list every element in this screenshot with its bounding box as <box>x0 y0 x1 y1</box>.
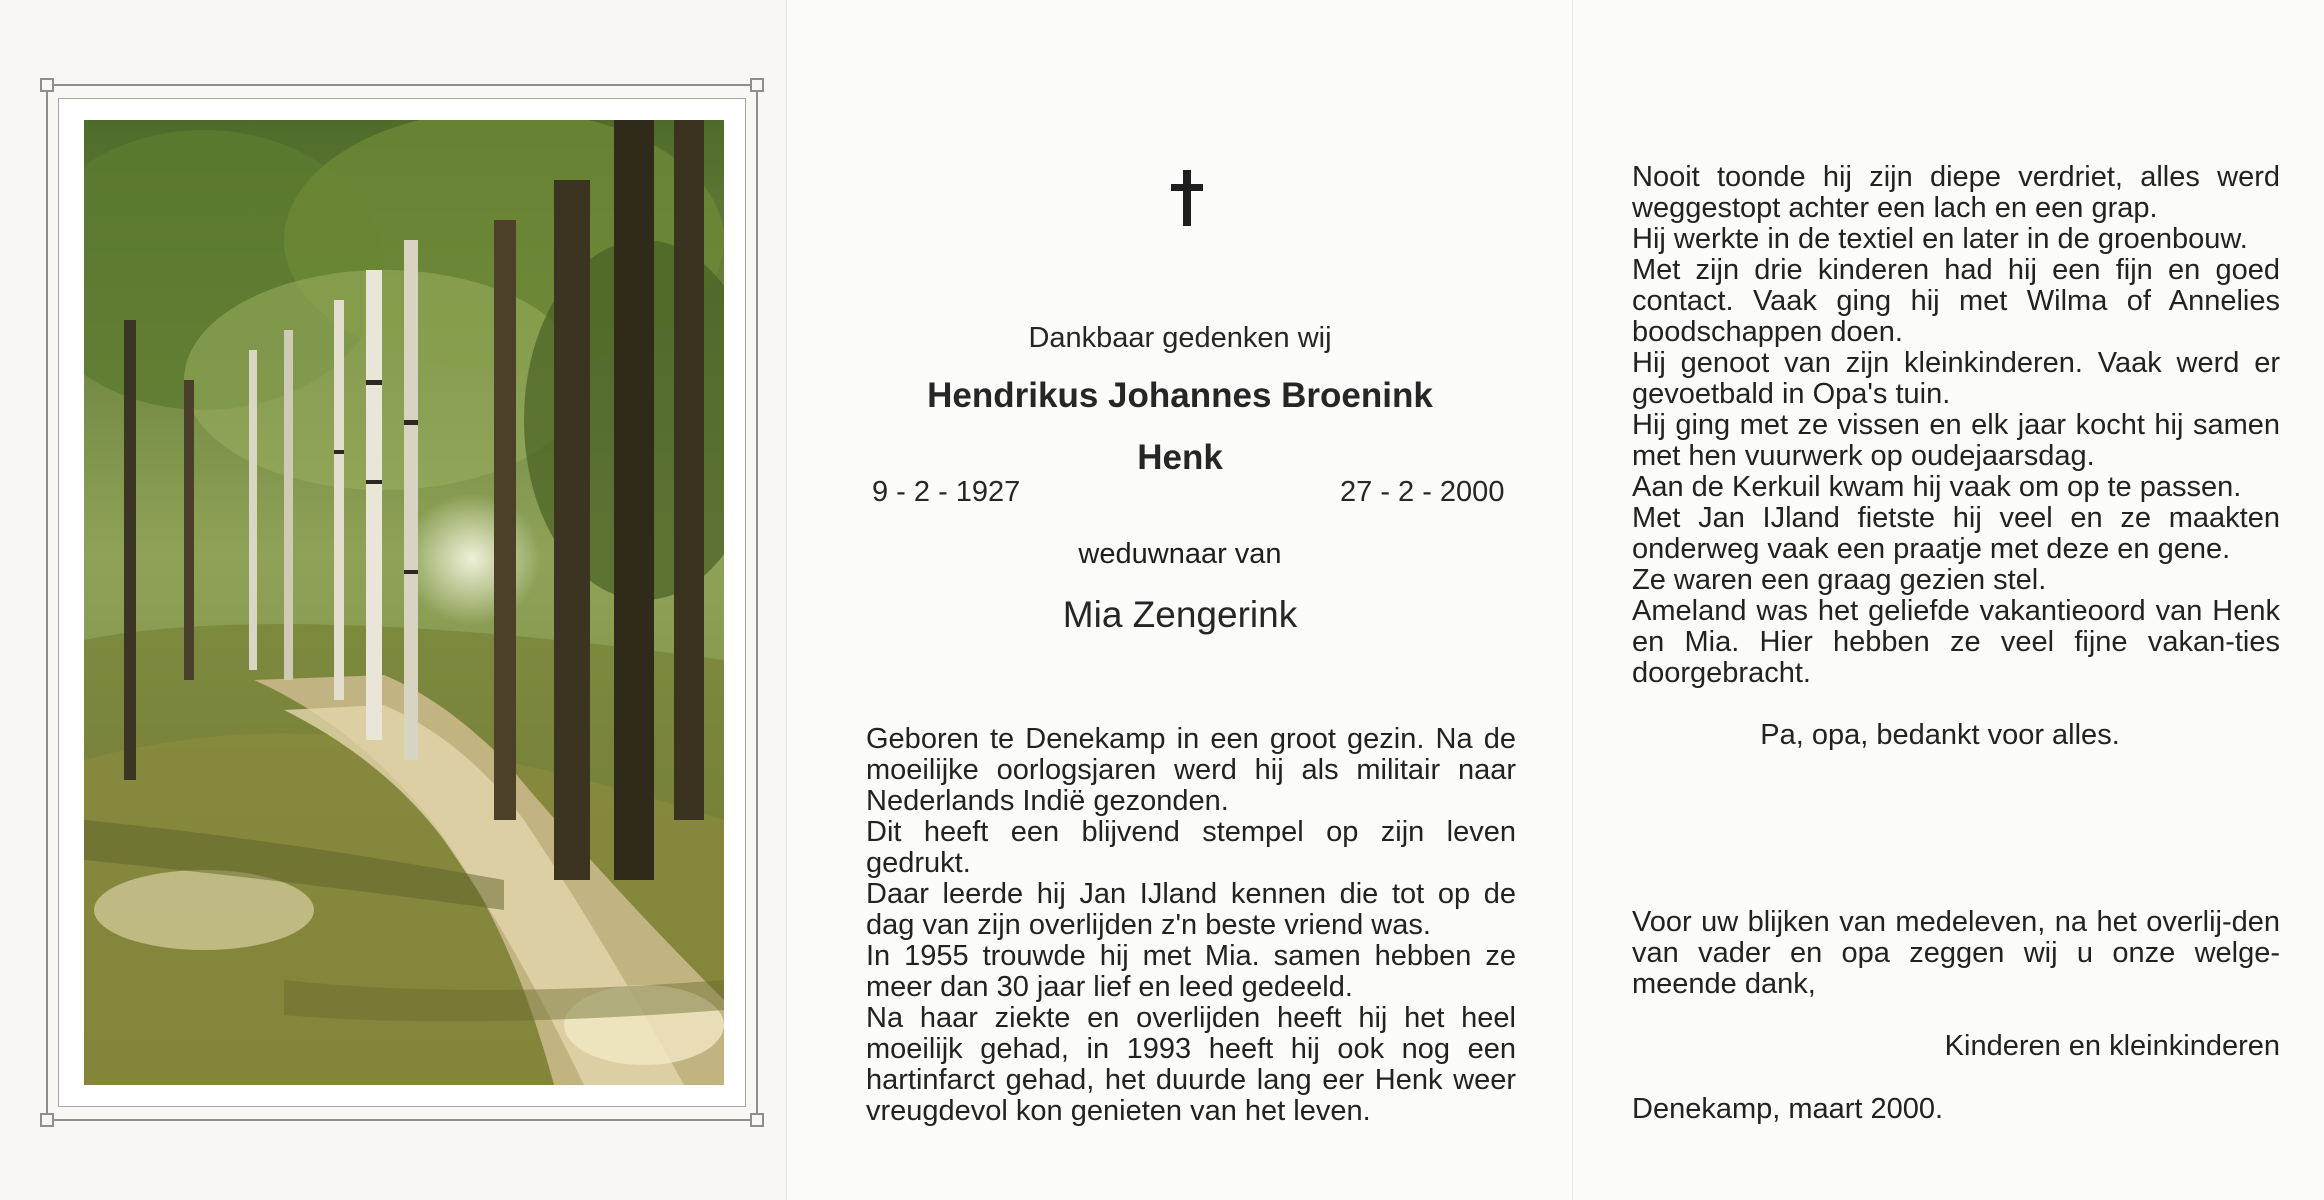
deceased-nickname: Henk <box>1137 438 1223 477</box>
biography-paragraph: Na haar ziekte en overlijden heeft hij het heel moeilijk gehad, in 1993 heeft hij ook nog een hartinfarct gehad, het duurde lang eer Henk weer vreugdevol kon genieten van het leven. <box>866 1002 1516 1127</box>
thanks-line: Pa, opa, bedankt voor alles. <box>1760 719 2120 751</box>
story-paragraph: Nooit toonde hij zijn diepe verdriet, alles werd weggestopt achter een lach en een grap. <box>1632 161 2280 224</box>
biography-paragraph: Daar leerde hij Jan IJland kennen die tot op de dag van zijn overlijden z'n beste vriend was. <box>866 878 1516 941</box>
widow-label: weduwnaar van <box>1078 538 1282 570</box>
sympathy-paragraph: Voor uw blijken van medeleven, na het overlij-den van vader en opa zeggen wij u onze welge-meende dank, <box>1632 906 2280 1000</box>
story-paragraph: Met zijn drie kinderen had hij een fijn en goed contact. Vaak ging hij met Wilma of Annelies boodschappen doen. <box>1632 254 2280 348</box>
sympathy-text <box>1632 907 2280 1000</box>
frame-corner <box>40 78 54 92</box>
spouse-name: Mia Zengerink <box>1062 594 1298 635</box>
frame-corner <box>40 1113 54 1127</box>
signature: Kinderen en kleinkinderen <box>1944 1030 2280 1062</box>
cross-icon <box>1167 168 1207 228</box>
story-paragraph: Hij ging met ze vissen en elk jaar kocht hij samen met hen vuurwerk op oudejaarsdag. <box>1632 409 2280 472</box>
deceased-full-name: Hendrikus Johannes Broenink <box>927 376 1433 415</box>
biography-paragraph: In 1955 trouwde hij met Mia. samen hebben ze meer dan 30 jaar lief en leed gedeeld. <box>866 940 1516 1003</box>
story-paragraph: Hij genoot van zijn kleinkinderen. Vaak werd er gevoetbald in Opa's tuin. <box>1632 347 2280 410</box>
biography-text <box>866 724 1516 1127</box>
story-paragraph: Ameland was het geliefde vakantieoord van Henk en Mia. Hier hebben ze veel fijne vakan-ties doorgebracht. <box>1632 595 2280 689</box>
place-and-date: Denekamp, maart 2000. <box>1632 1093 1944 1125</box>
forest-path-photo <box>84 120 724 1085</box>
intro-text: Dankbaar gedenken wij <box>1028 322 1332 354</box>
frame-corner <box>750 1113 764 1127</box>
birth-date: 9 - 2 - 1927 <box>872 476 1021 508</box>
story-paragraph: Met Jan IJland fietste hij veel en ze maakten onderweg vaak een praatje met deze en gene. <box>1632 502 2280 565</box>
biography-paragraph: Dit heeft een blijvend stempel op zijn leven gedrukt. <box>866 816 1516 879</box>
story-paragraph: Ze waren een graag gezien stel. <box>1632 564 2047 596</box>
biography-paragraph: Geboren te Denekamp in een groot gezin. Na de moeilijke oorlogsjaren werd hij als militair naar Nederlands Indië gezonden. <box>866 723 1516 817</box>
story-paragraph: Hij werkte in de textiel en later in de groenbouw. <box>1632 223 2248 255</box>
life-story-text <box>1632 162 2280 689</box>
death-date: 27 - 2 - 2000 <box>1340 476 1505 508</box>
frame-corner <box>750 78 764 92</box>
story-paragraph: Aan de Kerkuil kwam hij vaak om op te passen. <box>1632 471 2242 503</box>
photo-panel <box>0 0 786 1200</box>
